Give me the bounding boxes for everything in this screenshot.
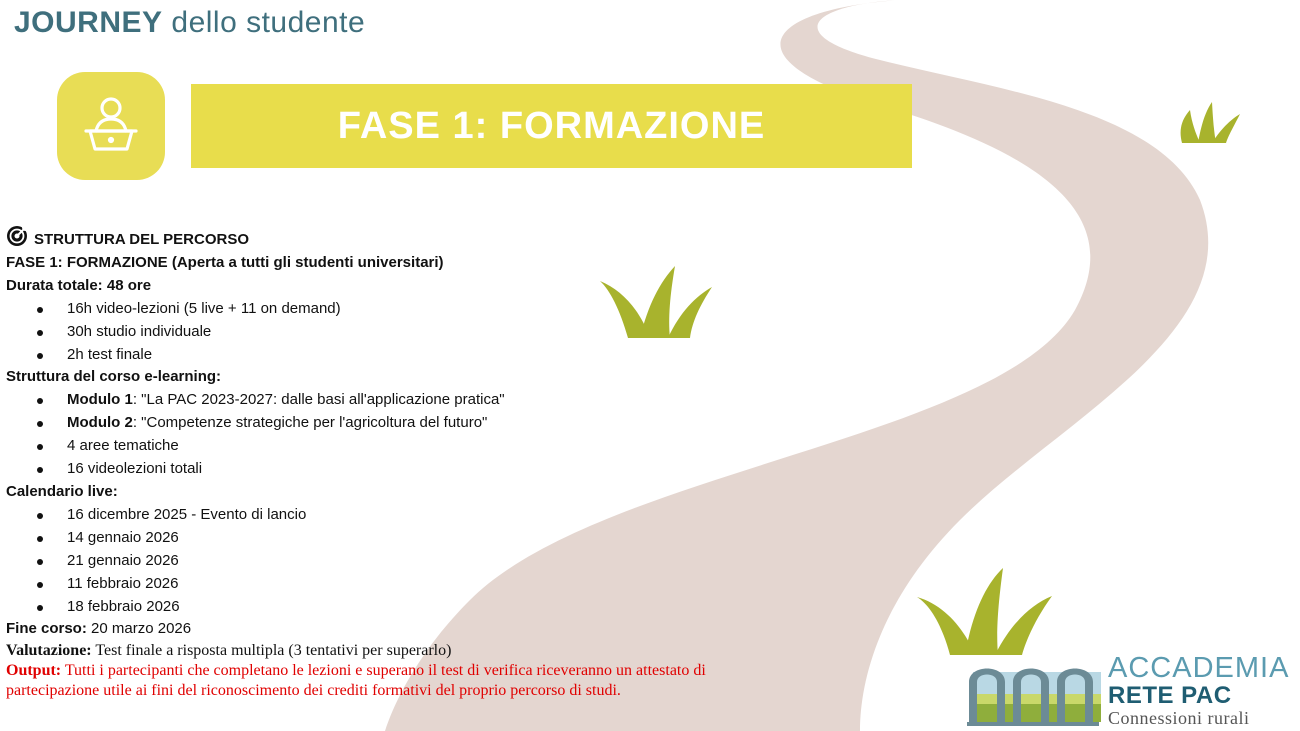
calendar-title: Calendario live: [6,482,118,500]
grass-tuft-small [1181,102,1240,143]
structure-list [6,389,866,481]
output-label: Output: [6,662,62,680]
module-1-text: : "La PAC 2023-2027: dalle basi all'applicazione pratica" [132,391,505,409]
list-item: 30h studio individuale [6,321,866,344]
list-item: 14 gennaio 2026 [6,527,866,550]
structure-title: Struttura del corso e-learning: [6,368,222,386]
module-1-label: Modulo 1 [67,391,133,409]
evaluation-label: Valutazione: [6,642,92,660]
end-label: Fine corso: [6,620,87,638]
list-item: 16 videolezioni totali [6,458,866,481]
list-item: 18 febbraio 2026 [6,596,866,619]
list-item-module-2 [6,412,866,435]
list-item: 2h test finale [6,344,866,367]
duration-title: Durata totale: 48 ore [6,276,152,294]
evaluation-value: Test finale a risposta multipla (3 tentativi per superarlo) [91,642,452,660]
list-item: 16 dicembre 2025 - Evento di lancio [6,504,866,527]
phase-banner [191,84,912,168]
page-title-rest: dello studente [162,6,366,39]
student-laptop-icon [57,72,165,180]
module-2-label: Modulo 2 [67,414,133,432]
end-line [6,618,866,641]
arch-icon [967,669,1101,727]
calendar-list [6,504,866,619]
grass-tuft-large [917,568,1052,655]
end-value: 20 marzo 2026 [86,620,192,638]
output-line-2: partecipazione utile ai fini del riconoscimento dei crediti formativi del proprio percorso di studi. [6,682,621,700]
module-2-text: : "Competenze strategiche per l'agricoltura del futuro" [132,414,488,432]
output-value: Tutti i partecipanti che completano le lezioni e superano il test di verifica riceveranno un attestato di [61,662,706,680]
logo-line-2: RETE PAC [1108,682,1232,709]
section-title [6,225,866,252]
phase-banner-label: FASE 1: FORMAZIONE [337,104,766,147]
list-item: 11 febbraio 2026 [6,573,866,596]
page-title-bold: JOURNEY [14,6,163,39]
course-structure-content [6,225,866,701]
logo-line-1: ACCADEMIA [1108,652,1290,684]
logo-line-3: Connessioni rurali [1108,708,1250,728]
evaluation-line [6,641,866,661]
target-icon [6,225,28,247]
list-item: 21 gennaio 2026 [6,550,866,573]
duration-list [6,298,866,367]
list-item-module-1 [6,389,866,412]
student-laptop-glyph [76,91,146,161]
list-item: 4 aree tematiche [6,435,866,458]
list-item: 16h video-lezioni (5 live + 11 on demand) [6,298,866,321]
accademia-logo-text [1108,652,1289,728]
output-line [6,661,866,681]
phase-line: FASE 1: FORMAZIONE (Aperta a tutti gli studenti universitari) [6,253,444,271]
section-title-text: STRUTTURA DEL PERCORSO [34,231,250,248]
page-title [14,6,365,40]
